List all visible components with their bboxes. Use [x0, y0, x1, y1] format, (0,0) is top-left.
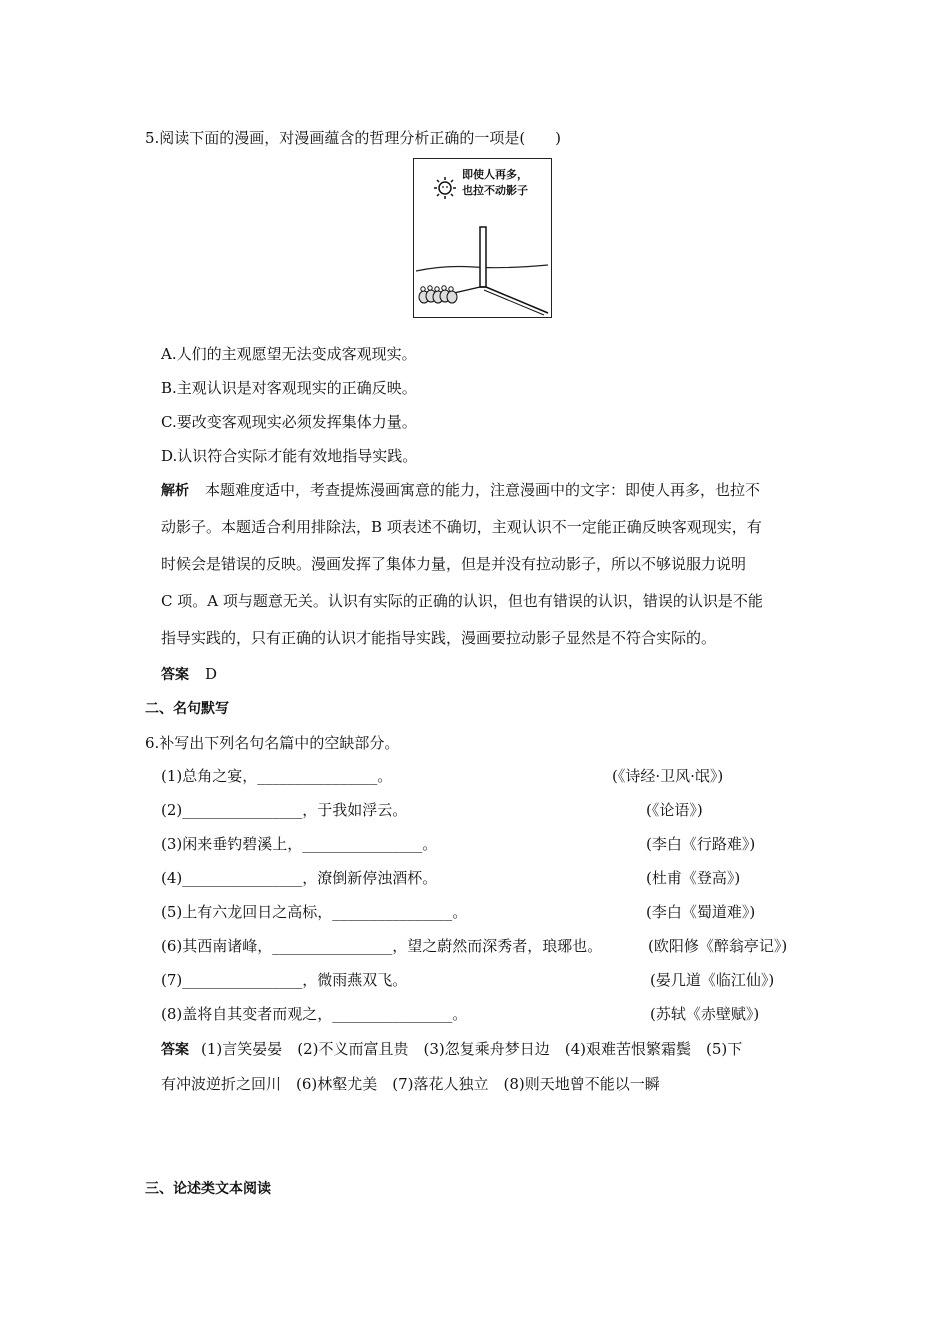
- option-b: B.主观认识是对客观现实的正确反映。: [161, 379, 417, 397]
- q6-answer-label: 答案: [161, 1042, 189, 1058]
- q6-answer-line-2: 有冲波逆折之回川 (6)林壑尤美 (7)落花人独立 (8)则天地曾不能以一瞬: [161, 1075, 660, 1093]
- poem-source-8: (苏轼《赤壁赋》): [650, 1005, 760, 1023]
- poem-source-4: (杜甫《登高》): [646, 869, 741, 887]
- poem-item-7: (7)________________，微雨燕双飞。: [161, 971, 408, 989]
- question-6-stem: 6.补写出下列名句名篇中的空缺部分。: [145, 734, 400, 752]
- q5-answer: [161, 664, 217, 685]
- poem-item-8: (8)盖将自其变者而观之，________________。: [161, 1005, 468, 1023]
- analysis-line-2: 动影子。本题适合利用排除法，B 项表述不确切，主观认识不一定能正确反映客观现实，有: [161, 518, 762, 536]
- poem-source-3: (李白《行路难》): [646, 835, 756, 853]
- analysis-label: 解析: [161, 483, 189, 499]
- cartoon-caption-line2: 也拉不动影子: [462, 184, 528, 197]
- cartoon-caption: [462, 167, 528, 199]
- sun-icon: [434, 177, 456, 199]
- answer-label: 答案: [161, 667, 189, 683]
- poem-item-5: (5)上有六龙回日之高标，________________。: [161, 903, 468, 921]
- analysis-line-3: 时候会是错误的反映。漫画发挥了集体力量，但是并没有拉动影子，所以不够说服力说明: [161, 555, 747, 573]
- poem-item-2: (2)________________，于我如浮云。: [161, 801, 408, 819]
- analysis-line-5: 指导实践的，只有正确的认识才能指导实践，漫画要拉动影子显然是不符合实际的。: [161, 629, 717, 647]
- poem-item-3: (3)闲来垂钓碧溪上，________________。: [161, 835, 438, 853]
- question-5-stem: 5.阅读下面的漫画，对漫画蕴含的哲理分析正确的一项是( ): [145, 129, 562, 147]
- poem-item-6: (6)其西南诸峰，________________，望之蔚然而深秀者，琅琊也。: [161, 937, 603, 955]
- poem-source-6: (欧阳修《醉翁亭记》): [648, 937, 788, 955]
- analysis-line-1: [161, 480, 760, 501]
- option-a: A.人们的主观愿望无法变成客观现实。: [161, 345, 417, 363]
- poem-source-5: (李白《蜀道难》): [646, 903, 756, 921]
- crowd-figures: [419, 286, 457, 303]
- poem-source-1: (《诗经·卫风·氓》): [612, 767, 724, 785]
- poem-item-1: (1)总角之宴，________________。: [161, 767, 393, 785]
- q6-answer-line-1: [161, 1039, 742, 1060]
- poem-item-4: (4)________________，潦倒新停浊酒杯。: [161, 869, 438, 887]
- option-d: D.认识符合实际才能有效地指导实践。: [161, 447, 418, 465]
- answer-value: D: [205, 665, 218, 683]
- cartoon-caption-line1: 即使人再多，: [462, 168, 528, 181]
- section-3-heading: 三、论述类文本阅读: [145, 1181, 271, 1197]
- cartoon-image: [413, 158, 552, 318]
- q6-answer-text-1: (1)言笑晏晏 (2)不义而富且贵 (3)忽复乘舟梦日边 (4)艰难苦恨繁霜鬓 (5)下: [201, 1040, 743, 1058]
- analysis-text-1: 本题难度适中，考查提炼漫画寓意的能力，注意漫画中的文字：即使人再多，也拉不: [205, 481, 761, 499]
- section-2-heading: 二、名句默写: [145, 701, 229, 717]
- poem-source-2: (《论语》): [646, 801, 703, 819]
- analysis-line-4: C 项。A 项与题意无关。认识有实际的正确的认识，但也有错误的认识，错误的认识是不能: [161, 592, 763, 610]
- option-c: C.要改变客观现实必须发挥集体力量。: [161, 413, 417, 431]
- poem-source-7: (晏几道《临江仙》): [650, 971, 775, 989]
